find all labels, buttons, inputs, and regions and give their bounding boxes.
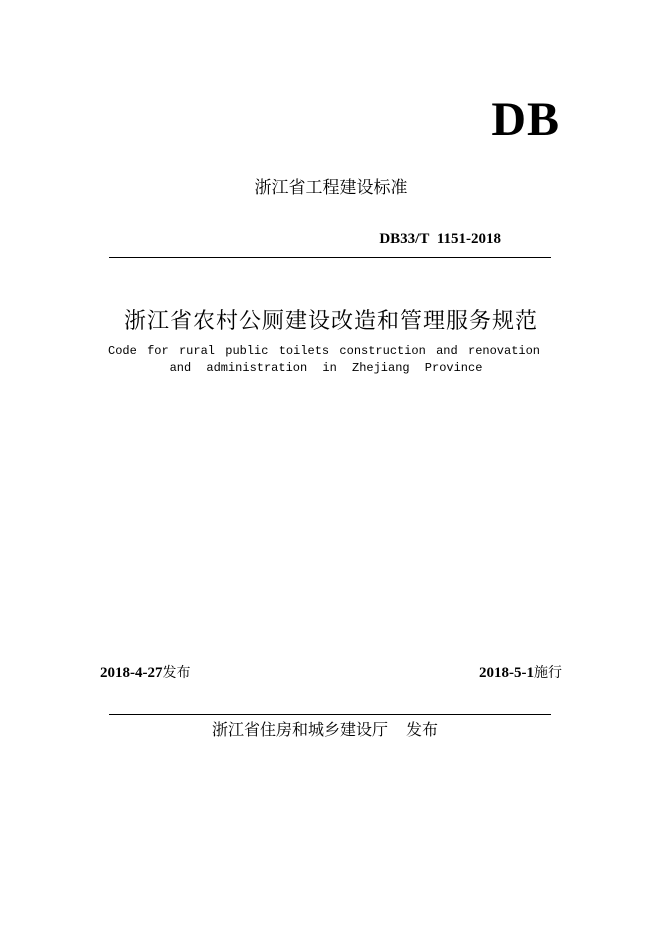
publisher-name: 浙江省住房和城乡建设厅 (211, 720, 388, 739)
standard-code: DB33/T 1151-2018 (379, 231, 501, 247)
standard-series-text: 浙江省工程建设标准 (254, 178, 408, 198)
issue-date-label: 发布 (162, 665, 191, 681)
publisher-line (0, 722, 662, 738)
top-divider (109, 257, 551, 258)
issue-date (100, 666, 191, 681)
standard-series-label (0, 180, 662, 197)
issue-date-value: 2018-4-27 (100, 665, 163, 681)
effective-date-label: 施行 (534, 665, 562, 681)
publish-label: 发布 (406, 720, 439, 739)
title-english-line-2: and administration in Zhejiang Province (169, 361, 483, 375)
title-chinese: 浙江省农村公厕建设改造和管理服务规范 (123, 309, 538, 334)
effective-date-value: 2018-5-1 (479, 665, 534, 681)
effective-date (479, 666, 562, 681)
bottom-divider (109, 714, 551, 715)
db-standard-mark: DB (491, 93, 560, 146)
title-english-line-1: Code for rural public toilets construction and renovation (108, 344, 540, 358)
